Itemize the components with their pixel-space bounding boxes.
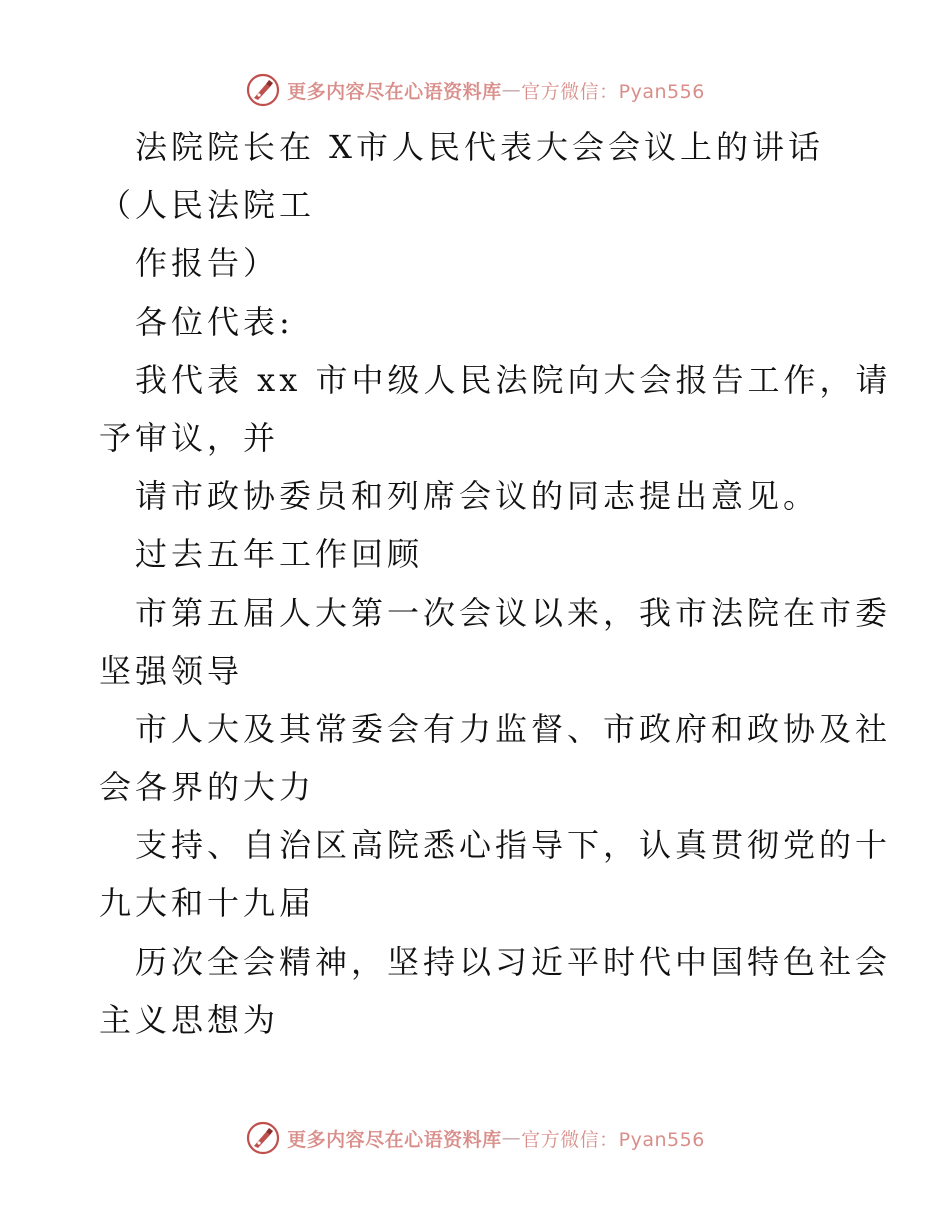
document-line: （人民法院工	[99, 186, 316, 225]
document-line: 主义思想为	[99, 1000, 280, 1039]
pen-nib-logo-icon	[245, 72, 281, 108]
document-line: 市人大及其常委会有力监督、市政府和政协及社	[135, 709, 892, 748]
document-line: 请市政协委员和列席会议的同志提出意见。	[135, 477, 820, 516]
document-line: 支持、自治区高院悉心指导下，认真贯彻党的十	[135, 826, 892, 865]
document-line: 历次全会精神，坚持以习近平时代中国特色社会	[135, 942, 892, 981]
header-banner	[0, 70, 950, 110]
banner-contact: 官方微信：Pyan556	[521, 80, 705, 103]
document-line: 坚强领导	[99, 651, 244, 690]
section-heading: 过去五年工作回顾	[135, 535, 424, 574]
salutation: 各位代表:	[135, 302, 294, 341]
footer-banner	[0, 1118, 950, 1158]
document-line: 予审议，并	[99, 418, 280, 457]
document-line: 九大和十九届	[99, 884, 316, 923]
document-body	[99, 118, 892, 1049]
banner-separator: —	[501, 79, 522, 101]
banner-contact: 官方微信：Pyan556	[521, 1128, 705, 1151]
document-title: 法院院长在 X市人民代表大会会议上的讲话	[135, 128, 824, 166]
document-line: 市第五届人大第一次会议以来，我市法院在市委	[135, 593, 892, 632]
document-line: 我代表 xx 市中级人民法院向大会报告工作，请	[135, 360, 892, 399]
banner-text: 更多内容尽在心语资料库	[287, 80, 502, 103]
document-line: 作报告）	[135, 244, 280, 283]
document-line: 会各界的大力	[99, 768, 316, 807]
banner-text: 更多内容尽在心语资料库	[287, 1128, 502, 1151]
pen-nib-logo-icon	[245, 1120, 281, 1156]
banner-separator: —	[501, 1127, 522, 1149]
